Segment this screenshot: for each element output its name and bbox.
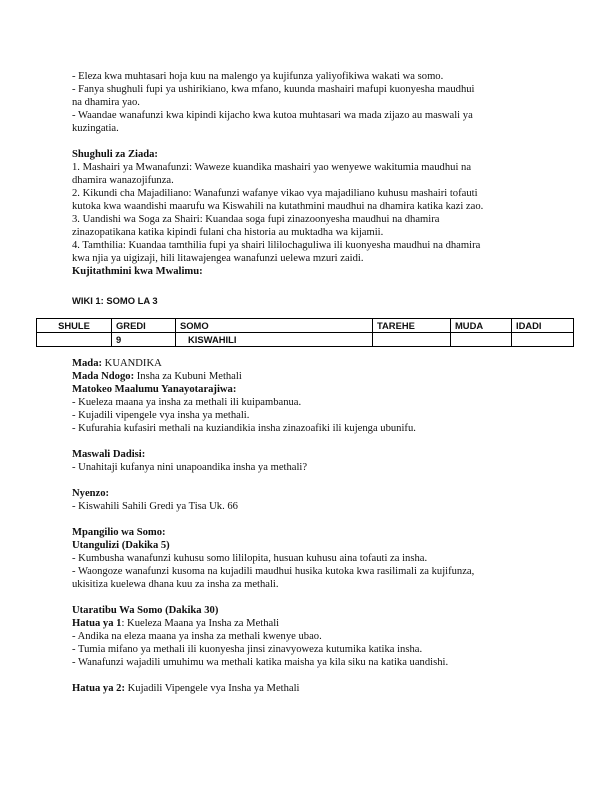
text-line: 3. Uandishi wa Soga za Shairi: Kuandaa soga fupi zinazoonyesha maudhui na dhamira — [72, 214, 440, 225]
text-line: kuzingatia. — [72, 123, 119, 134]
text-line: - Waongoze wanafunzi kusoma na kujadili maudhui husika kutoka kwa rasilimali za kujifunza, — [72, 566, 475, 577]
week-label: WIKI 1: SOMO LA 3 — [72, 295, 158, 306]
text-line: - Waandae wanafunzi kwa kipindi kijacho kwa kutoa muhtasari wa mada zijazo au maswali ya — [72, 110, 473, 121]
step-1-title: : Kueleza Maana ya Insha za Methali — [121, 618, 280, 629]
text-line: - Unahitaji kufanya nini unapoandika insha ya methali? — [72, 462, 308, 473]
text-line: 1. Mashairi ya Mwanafunzi: Waweze kuandika mashairi yao wenyewe wakitumia maudhui na — [72, 162, 472, 173]
table-header-cell: SOMO — [176, 319, 373, 333]
table-cell — [37, 333, 112, 347]
topic-line — [72, 357, 542, 370]
text-line: - Kujadili vipengele vya insha ya methali. — [72, 410, 250, 421]
step-1-label: Hatua ya 1 — [72, 618, 122, 629]
subtopic-line — [72, 370, 542, 383]
table-cell — [373, 333, 451, 347]
previous-lesson-section — [72, 70, 542, 278]
table-header-row — [37, 319, 574, 333]
text-line: dhamira wanazojifunza. — [72, 175, 174, 186]
table-cell: KISWAHILI — [176, 333, 373, 347]
lesson-plan-heading: Mpangilio wa Somo: — [72, 527, 166, 538]
inquiry-questions-heading: Maswali Dadisi: — [72, 449, 146, 460]
text-line: - Kueleza maana ya insha za methali ili kuipambanua. — [72, 397, 302, 408]
introduction-heading: Utangulizi (Dakika 5) — [72, 540, 170, 551]
topic-value: KUANDIKA — [102, 358, 162, 369]
subtopic-label: Mada Ndogo: — [72, 371, 135, 382]
table-header-cell: SHULE — [37, 319, 112, 333]
resources-heading: Nyenzo: — [72, 488, 110, 499]
table-cell — [451, 333, 512, 347]
text-line: 4. Tamthilia: Kuandaa tamthilia fupi ya shairi lililochaguliwa ili kuonyesha maudhui na dhamira — [72, 240, 481, 251]
table-row — [37, 333, 574, 347]
text-line: kwa njia ya uigizaji, hili litawajengea wanafunzi uelewa mzuri zaidi. — [72, 253, 364, 264]
table-header-cell: MUDA — [451, 319, 512, 333]
step-1-line — [72, 617, 542, 630]
table-header-cell: TAREHE — [373, 319, 451, 333]
lesson-info-table — [36, 318, 574, 347]
table-cell: 9 — [112, 333, 176, 347]
extra-activities-heading: Shughuli za Ziada: — [72, 149, 158, 160]
text-line: - Tumia mifano ya methali ili kuonyesha jinsi zinavyoweza kutumika katika insha. — [72, 644, 423, 655]
text-line: zinazopatikana katika kipindi fulani cha historia au muktadha wa kijamii. — [72, 227, 384, 238]
procedure-heading: Utaratibu Wa Somo (Dakika 30) — [72, 605, 219, 616]
table-header-cell: GREDI — [112, 319, 176, 333]
text-line: ukisitiza kuelewa dhana kuu za insha za methali. — [72, 579, 279, 590]
step-2-label: Hatua ya 2: — [72, 683, 125, 694]
step-2-line — [72, 682, 542, 695]
table-header-cell: IDADI — [512, 319, 574, 333]
text-line: 2. Kikundi cha Majadiliano: Wanafunzi wafanye vikao vya majadiliano kuhusu mashairi tofauti — [72, 188, 478, 199]
text-line: - Fanya shughuli fupi ya ushirikiano, kwa mfano, kuunda mashairi mafupi kuonyesha maudhui — [72, 84, 475, 95]
outcomes-heading: Matokeo Maalumu Yanayotarajiwa: — [72, 384, 237, 395]
text-line: - Wanafunzi wajadili umuhimu wa methali katika maisha ya kila siku na katika uandishi. — [72, 657, 449, 668]
text-line: kutoka kwa waandishi maarufu wa Kiswahili na kutathmini maudhui na dhamira katika kazi zao. — [72, 201, 484, 212]
text-line: - Andika na eleza maana ya insha za methali kwenye ubao. — [72, 631, 322, 642]
text-line: - Kumbusha wanafunzi kuhusu somo lililopita, husuan kuhusu aina tofauti za insha. — [72, 553, 428, 564]
lesson-plan-section — [72, 357, 542, 695]
text-line: - Kufurahia kufasiri methali na kuziandikia insha zinazoafiki ili kujenga ubunifu. — [72, 423, 416, 434]
subtopic-value: Insha za Kubuni Methali — [134, 371, 242, 382]
text-line: na dhamira yao. — [72, 97, 140, 108]
teacher-assessment-heading: Kujitathmini kwa Mwalimu: — [72, 266, 203, 277]
text-line: - Kiswahili Sahili Gredi ya Tisa Uk. 66 — [72, 501, 238, 512]
table-cell — [512, 333, 574, 347]
step-2-title: Kujadili Vipengele vya Insha ya Methali — [124, 683, 300, 694]
topic-label: Mada: — [72, 358, 103, 369]
text-line: - Eleza kwa muhtasari hoja kuu na malengo ya kujifunza yaliyofikiwa wakati wa somo. — [72, 71, 444, 82]
